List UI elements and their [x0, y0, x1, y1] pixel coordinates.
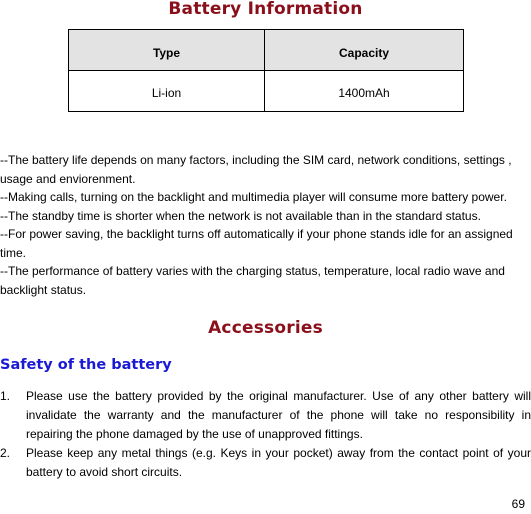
list-item-text: Please keep any metal things (e.g. Keys in your pocket) away from the contact point of your battery to avoid short circuits. — [26, 446, 531, 479]
battery-note: --The performance of battery varies with the charging status, temperature, local radio wave and backlight status. — [0, 264, 505, 297]
table-header-row — [69, 30, 464, 71]
battery-note: --The battery life depends on many factors, including the SIM card, network conditions, settings , usage and enviorenment. — [0, 153, 512, 186]
page-number: 69 — [511, 497, 525, 511]
battery-note: --The standby time is shorter when the network is not available than in the standard status. — [0, 208, 481, 223]
accessories-title: Accessories — [208, 318, 323, 338]
capacity-header: Capacity — [265, 30, 464, 71]
battery-notes — [0, 151, 531, 299]
list-item-number: 2. — [0, 446, 11, 460]
capacity-cell: 1400mAh — [265, 71, 464, 112]
battery-spec-table — [68, 29, 464, 112]
safety-section-title: Safety of the battery — [0, 357, 172, 373]
safety-list — [0, 387, 531, 482]
table-row — [69, 71, 464, 112]
battery-information-title: Battery Information — [168, 0, 363, 19]
type-cell: Li-ion — [69, 71, 265, 112]
battery-note: --For power saving, the backlight turns off automatically if your phone stands idle for an assigned time. — [0, 227, 513, 260]
battery-note: --Making calls, turning on the backlight and multimedia player will consume more battery power. — [0, 190, 507, 204]
list-item — [0, 387, 531, 444]
type-header: Type — [69, 30, 265, 71]
list-item — [0, 444, 531, 482]
list-item-number: 1. — [0, 389, 11, 403]
list-item-text: Please use the battery provided by the original manufacturer. Use of any other battery will invalidate the warranty and the manufacturer of the phone will take no responsibility in repairing the phone damaged by the use of unapproved fittings. — [26, 389, 531, 441]
